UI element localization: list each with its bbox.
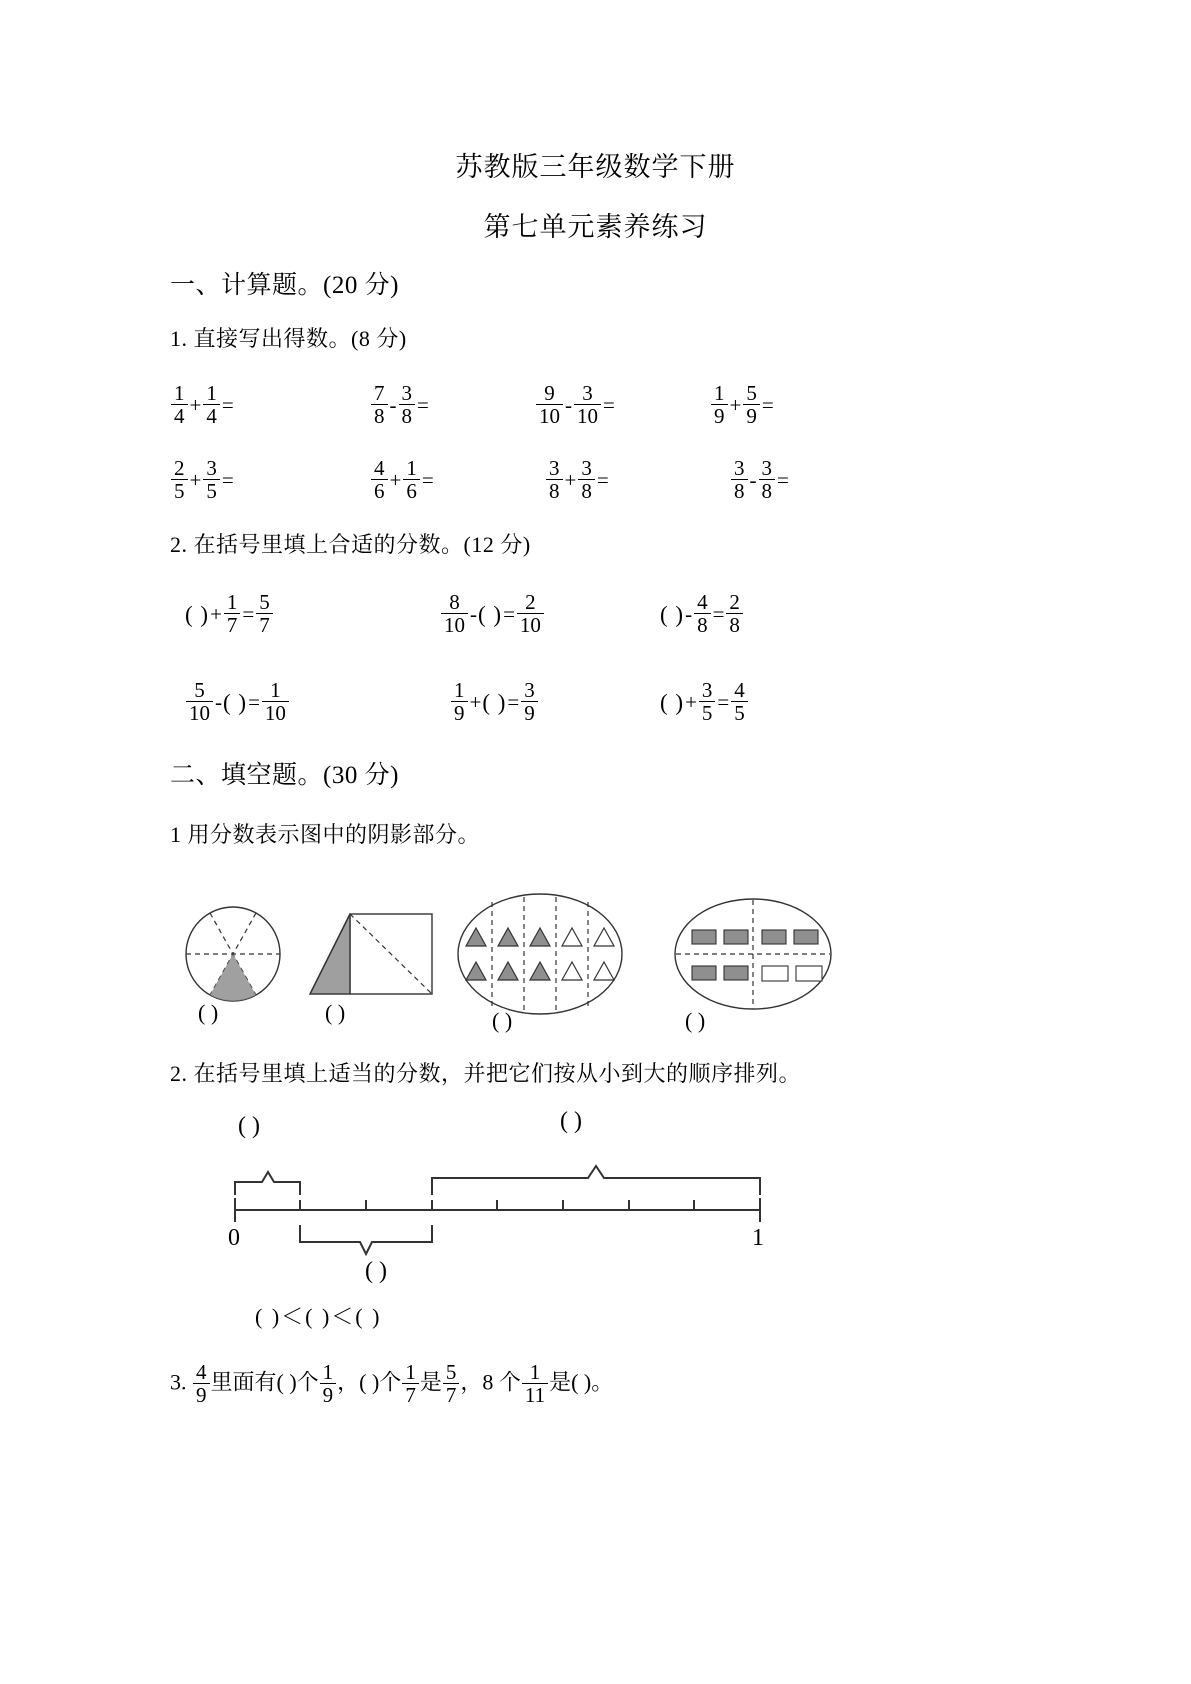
q3-text-4: ，8 个 xyxy=(460,1369,521,1395)
fraction: $\frac{1}{6}$ xyxy=(403,457,420,502)
figure-answer-blank-2[interactable]: ( ) xyxy=(325,1000,346,1025)
fraction: $\frac{3}{10}$ xyxy=(574,382,601,427)
equals-sign: = xyxy=(421,468,434,493)
operator: - xyxy=(749,468,757,493)
fraction: $\frac{3}{8}$ xyxy=(546,457,563,502)
number-line-end-label: 1 xyxy=(752,1225,764,1251)
fraction: $\frac{3}{8}$ xyxy=(731,457,748,502)
operator: + xyxy=(564,468,577,493)
numberline-blank-bottom[interactable]: ( ) xyxy=(365,1258,387,1284)
figures-svg xyxy=(0,892,1191,1052)
fraction: $\frac{3}{5}$ xyxy=(699,679,716,724)
equals-sign: = xyxy=(503,602,515,627)
compare-answer-row[interactable]: ( )＜( )＜( ) xyxy=(255,1304,382,1329)
operator: + xyxy=(685,690,697,715)
answer-blank[interactable]: ( ) xyxy=(482,689,507,715)
fill-item xyxy=(185,592,274,637)
equals-sign: = xyxy=(242,602,255,627)
fraction: $\frac{1}{9}$ xyxy=(711,382,728,427)
answer-blank[interactable]: ( ) xyxy=(185,601,210,627)
fraction: $\frac{5}{7}$ xyxy=(443,1361,460,1406)
fraction: $\frac{5}{7}$ xyxy=(256,591,273,636)
fraction: $\frac{1}{7}$ xyxy=(402,1361,419,1406)
calc-item xyxy=(535,383,616,428)
calc-item xyxy=(730,458,790,503)
equals-sign: = xyxy=(221,393,234,418)
fill-item xyxy=(660,592,744,637)
figure-answer-blank-1[interactable]: ( ) xyxy=(198,1000,219,1025)
fraction: $\frac{2}{5}$ xyxy=(171,457,188,502)
fraction: $\frac{2}{10}$ xyxy=(517,591,544,636)
calc-item xyxy=(170,383,235,428)
operator: + xyxy=(189,393,202,418)
fill-item xyxy=(440,592,545,637)
section-2-q2-heading: 2. 在括号里填上适当的分数，并把它们按从小到大的顺序排列。 xyxy=(170,1061,802,1086)
operator: + xyxy=(389,468,402,493)
fraction: $\frac{5}{9}$ xyxy=(743,382,760,427)
operator: - xyxy=(389,393,397,418)
fraction: $\frac{1}{9}$ xyxy=(320,1361,337,1406)
equals-sign: = xyxy=(507,690,520,715)
section-2-heading: 二、填空题。(30 分) xyxy=(170,762,399,789)
operator: - xyxy=(470,602,477,627)
operator: - xyxy=(685,602,693,627)
figure-square-triangle xyxy=(310,914,432,994)
fraction: $\frac{9}{10}$ xyxy=(536,382,563,427)
fraction: $\frac{1}{4}$ xyxy=(171,382,188,427)
operator: + xyxy=(210,602,222,627)
fraction: $\frac{2}{8}$ xyxy=(726,591,743,636)
equals-sign: = xyxy=(777,468,789,493)
equals-sign: = xyxy=(712,602,725,627)
operator: + xyxy=(189,468,202,493)
operator: - xyxy=(565,393,572,418)
section-1-q2-heading: 2. 在括号里填上合适的分数。(12 分) xyxy=(170,532,531,557)
calc-item xyxy=(370,383,430,428)
equals-sign: = xyxy=(221,468,234,493)
fraction: $\frac{1}{4}$ xyxy=(203,382,220,427)
fill-item xyxy=(450,680,539,725)
fraction: $\frac{1}{9}$ xyxy=(451,679,468,724)
q3-text-5[interactable]: 是( )。 xyxy=(549,1369,614,1395)
number-line-start-label: 0 xyxy=(228,1225,240,1251)
calc-item xyxy=(370,458,435,503)
fraction: $\frac{1}{10}$ xyxy=(262,679,289,724)
fraction: $\frac{8}{10}$ xyxy=(441,591,468,636)
figure-circle-sixths xyxy=(186,907,280,1001)
fraction: $\frac{3}{9}$ xyxy=(521,679,538,724)
fraction: $\frac{1}{7}$ xyxy=(224,591,241,636)
operator: + xyxy=(469,690,482,715)
document-title-line1: 苏教版三年级数学下册 xyxy=(455,152,736,182)
calc-item xyxy=(710,383,775,428)
number-line-svg xyxy=(0,1100,1191,1320)
answer-blank[interactable]: ( ) xyxy=(223,689,248,715)
q3-text-3: 是 xyxy=(419,1369,442,1395)
section-2-q3 xyxy=(170,1362,613,1407)
number-line-group xyxy=(0,1100,1191,1320)
q3-text-2[interactable]: ，( )个 xyxy=(337,1369,402,1395)
fraction: $\frac{3}{8}$ xyxy=(578,457,595,502)
calc-item xyxy=(170,458,235,503)
section-2-q1-heading: 1 用分数表示图中的阴影部分。 xyxy=(170,822,481,847)
numberline-blank-top-left[interactable]: ( ) xyxy=(238,1113,260,1139)
q3-prefix: 3. xyxy=(170,1369,187,1395)
document-title-line2: 第七单元素养练习 xyxy=(483,212,708,242)
answer-blank[interactable]: ( ) xyxy=(660,601,685,627)
calc-item xyxy=(545,458,610,503)
fraction: $\frac{4}{9}$ xyxy=(193,1361,210,1406)
fraction: $\frac{5}{10}$ xyxy=(186,679,213,724)
fill-item xyxy=(185,680,290,725)
equals-sign: = xyxy=(596,468,609,493)
equals-sign: = xyxy=(603,393,615,418)
fraction: $\frac{7}{8}$ xyxy=(371,382,388,427)
equals-sign: = xyxy=(248,690,260,715)
q3-text-1[interactable]: 里面有( )个 xyxy=(210,1369,319,1395)
fraction: $\frac{3}{8}$ xyxy=(399,382,416,427)
equals-sign: = xyxy=(717,690,730,715)
fill-item xyxy=(660,680,749,725)
operator: + xyxy=(729,393,742,418)
numberline-blank-top-right[interactable]: ( ) xyxy=(560,1108,582,1134)
section-1-heading: 一、计算题。(20 分) xyxy=(170,272,399,299)
equals-sign: = xyxy=(417,393,429,418)
shaded-figures-group xyxy=(0,892,1191,1052)
fraction: $\frac{4}{6}$ xyxy=(371,457,388,502)
answer-blank[interactable]: ( ) xyxy=(660,689,685,715)
equals-sign: = xyxy=(761,393,774,418)
figure-answer-blank-3[interactable]: ( ) xyxy=(492,1008,513,1033)
fraction: $\frac{4}{5}$ xyxy=(731,679,748,724)
fraction: $\frac{1}{11}$ xyxy=(522,1361,548,1406)
figure-ellipse-triangles xyxy=(458,894,622,1014)
fraction: $\frac{4}{8}$ xyxy=(694,591,711,636)
operator: - xyxy=(215,690,222,715)
answer-blank[interactable]: ( ) xyxy=(478,601,503,627)
figure-answer-blank-4[interactable]: ( ) xyxy=(685,1008,706,1033)
fraction: $\frac{3}{5}$ xyxy=(203,457,220,502)
fraction: $\frac{3}{8}$ xyxy=(759,457,776,502)
section-1-q1-heading: 1. 直接写出得数。(8 分) xyxy=(170,326,407,351)
figure-ellipse-squares xyxy=(675,899,831,1009)
